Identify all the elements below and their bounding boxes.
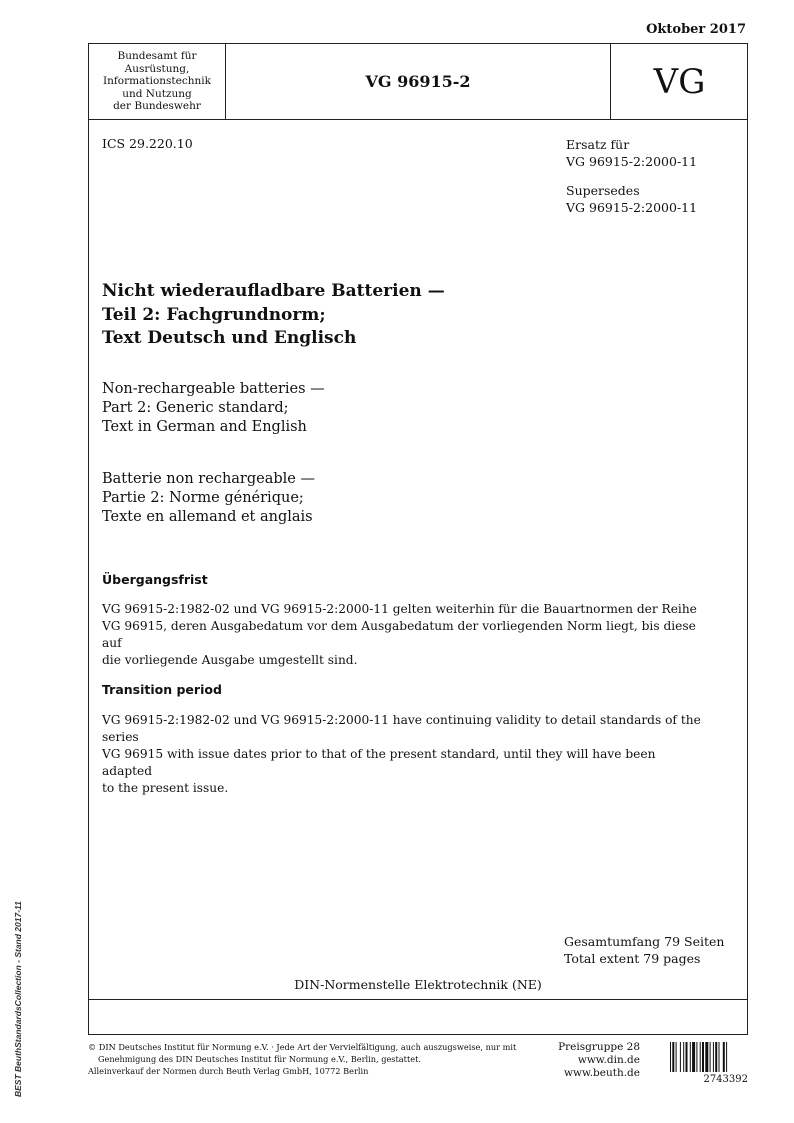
publisher-line: Bundesamt für (117, 50, 197, 63)
publisher-line: und Nutzung (122, 87, 192, 100)
price-block (540, 1041, 640, 1080)
document-number: VG 96915-2 (226, 44, 611, 119)
title-line: Text in German and English (102, 419, 307, 435)
copyright-line: Genehmigung des DIN Deutsches Institut für Normung e.V., Berlin, gestattet. (98, 1054, 421, 1064)
title-english (102, 380, 325, 437)
title-french (102, 470, 315, 527)
title-line: Texte en allemand et anglais (102, 509, 313, 525)
copyright-line: Alleinverkauf der Normen durch Beuth Verlag GmbH, 10772 Berlin (88, 1066, 369, 1076)
price-group: Preisgruppe 28 (558, 1041, 640, 1053)
transition-heading-en: Transition period (102, 682, 222, 697)
cover-frame (88, 43, 748, 1035)
title-line: Part 2: Generic standard; (102, 400, 289, 416)
paragraph-line: VG 96915 with issue dates prior to that of the present standard, until they will have been adapted (102, 747, 656, 778)
barcode-icon (670, 1042, 748, 1072)
header-bar (89, 44, 747, 120)
copyright-line: © DIN Deutsches Institut für Normung e.V. · Jede Art der Vervielfältigung, auch auszugsweise, nur mit (88, 1042, 517, 1052)
title-german (102, 280, 445, 351)
vg-logo: VG (653, 61, 706, 102)
extent-de: Gesamtumfang 79 Seiten (564, 934, 725, 949)
paragraph-line: die vorliegende Ausgabe umgestellt sind. (102, 653, 358, 667)
ics-code: ICS 29.220.10 (102, 136, 193, 151)
title-line: Nicht wiederaufladbare Batterien — (102, 281, 445, 301)
committee-name: DIN-Normenstelle Elektrotechnik (NE) (294, 977, 542, 992)
paragraph-line: VG 96915-2:1982-02 und VG 96915-2:2000-11 have continuing validity to detail standards of the series (102, 713, 701, 744)
transition-text-de (102, 601, 702, 669)
title-line: Teil 2: Fachgrundnorm; (102, 304, 326, 325)
paragraph-line: to the present issue. (102, 781, 229, 795)
paragraph-line: VG 96915-2:1982-02 und VG 96915-2:2000-11 gelten weiterhin für die Bauartnormen der Reihe (102, 602, 697, 616)
replaces-label-de: Ersatz für (566, 137, 630, 152)
title-line: Batterie non rechargeable — (102, 471, 315, 487)
title-line: Text Deutsch und Englisch (102, 328, 357, 348)
page-extent (564, 933, 724, 967)
publisher-line: Ausrüstung, (124, 62, 190, 75)
paragraph-line: VG 96915, deren Ausgabedatum vor dem Ausgabedatum der vorliegenden Norm liegt, bis diese auf (102, 619, 696, 650)
title-line: Partie 2: Norme générique; (102, 490, 304, 506)
footer-divider (89, 999, 747, 1000)
copyright-notice (88, 1041, 516, 1077)
extent-en: Total extent 79 pages (564, 951, 701, 966)
replaces-label-en: Supersedes (566, 183, 640, 198)
beuth-link[interactable]: www.beuth.de (563, 1067, 640, 1079)
replaces-value-en: VG 96915-2:2000-11 (566, 200, 698, 215)
publisher-line: Informationstechnik (103, 75, 211, 88)
transition-text-en (102, 712, 702, 797)
title-line: Non-rechargeable batteries — (102, 381, 325, 397)
barcode-number: 2743392 (703, 1074, 748, 1085)
replaces-value-de: VG 96915-2:2000-11 (566, 154, 698, 169)
din-link[interactable]: www.din.de (577, 1054, 640, 1066)
replaces-block (566, 136, 697, 228)
issue-date: Oktober 2017 (646, 22, 746, 37)
publisher-line: der Bundeswehr (113, 100, 201, 113)
publisher-block (89, 44, 226, 119)
side-watermark: BEST BeuthStandardsCollection - Stand 2017-11 (13, 901, 23, 1097)
transition-heading-de: Übergangsfrist (102, 572, 208, 587)
